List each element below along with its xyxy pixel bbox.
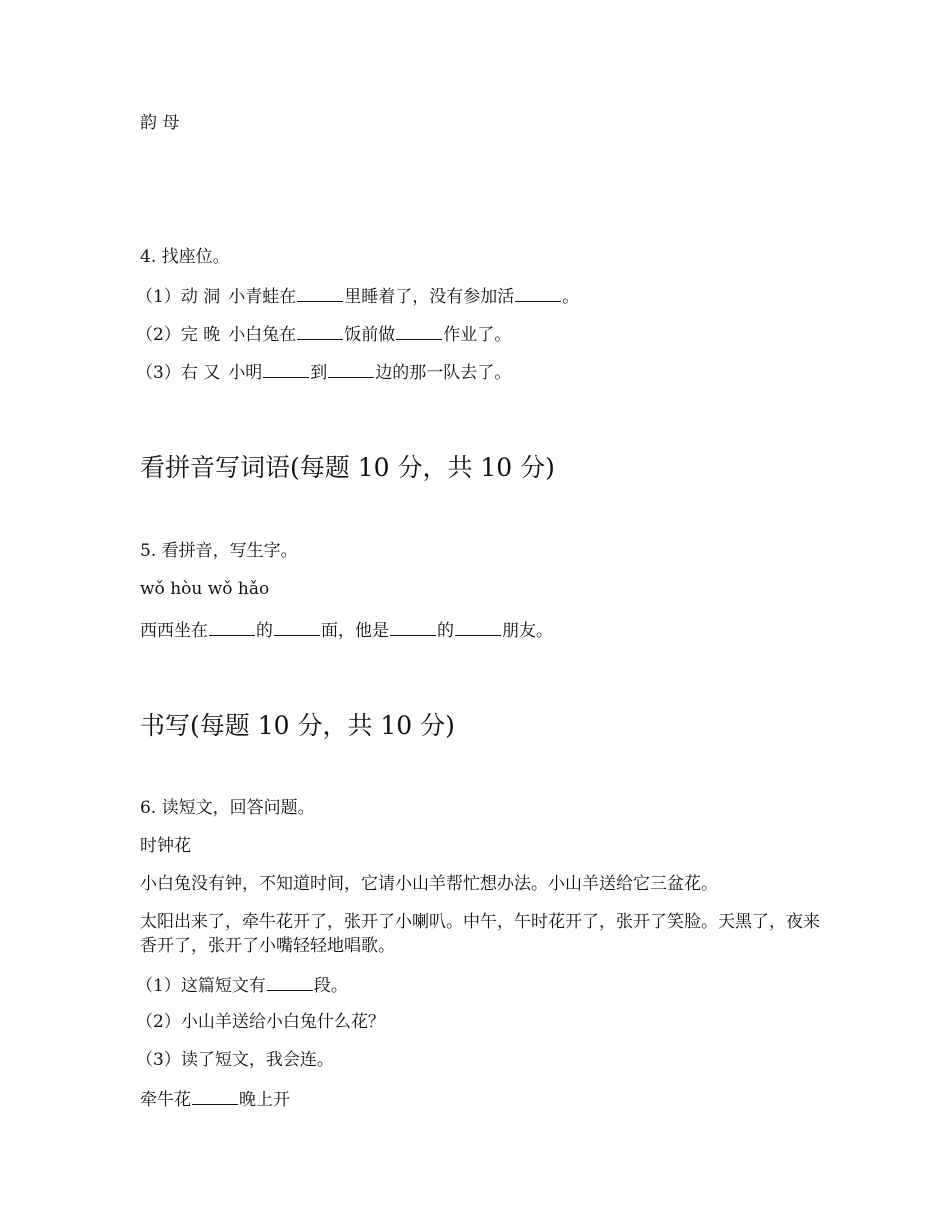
q4-item-3-chars: 右 又	[180, 363, 221, 383]
blank[interactable]	[297, 283, 343, 302]
yunmu-label: 韵 母	[140, 113, 180, 133]
q4-item-3	[136, 359, 512, 385]
blank[interactable]	[297, 321, 343, 340]
q6-sub-3	[136, 1048, 334, 1072]
passage-paragraph-2: 太阳出来了，牵牛花开了，张开了小喇叭。中午，午时花开了，张开了笑脸。天黑了，夜来香开了，张开了小嘴轻轻地唱歌。	[140, 912, 820, 956]
blank[interactable]	[515, 283, 561, 302]
q6-sub-2	[136, 1010, 385, 1034]
q4-item-1-pre: 小青蛙在	[228, 287, 297, 307]
q4-item-3-mid: 到	[310, 363, 328, 383]
section-heading-writing: 书写(每题 10 分，共 10 分)	[140, 711, 455, 740]
q4-item-3-post: 边的那一队去了。	[375, 363, 512, 383]
q4-item-1-number: （1）	[136, 287, 181, 307]
blank[interactable]	[390, 617, 436, 636]
q6-sub-2-text: （2）小山羊送给小白兔什么花？	[136, 1012, 385, 1032]
blank[interactable]	[328, 359, 374, 378]
q5-part-4: 的	[437, 621, 454, 641]
q4-item-2-mid: 饭前做	[344, 325, 396, 345]
match-right: 晚上开	[239, 1090, 290, 1110]
q4-item-2-pre: 小白兔在	[228, 325, 297, 345]
q4-item-2	[136, 321, 512, 347]
match-row	[140, 1086, 290, 1112]
q5-sentence	[140, 617, 553, 643]
q6-sub-1-pre: （1）这篇短文有	[136, 976, 266, 996]
q6-sub-1	[136, 972, 348, 998]
q5-part-1: 西西坐在	[140, 621, 208, 641]
q5-title: 5. 看拼音，写生字。	[140, 541, 298, 561]
q4-item-2-chars: 完 晚	[180, 325, 221, 345]
q5-part-5: 朋友。	[502, 621, 553, 641]
q6-sub-3-text: （3）读了短文，我会连。	[136, 1050, 334, 1070]
q4-item-3-pre: 小明	[228, 363, 263, 383]
q4-item-1	[136, 283, 580, 309]
blank[interactable]	[274, 617, 320, 636]
section-heading-pinyin: 看拼音写词语(每题 10 分，共 10 分)	[140, 453, 555, 482]
q5-pinyin: wǒ hòu wǒ hǎo	[140, 579, 270, 599]
q4-item-1-mid: 里睡着了，没有参加活	[344, 287, 515, 307]
q4-title: 4. 找座位。	[140, 247, 230, 267]
q4-item-1-chars: 动 洞	[180, 287, 221, 307]
blank[interactable]	[192, 1086, 238, 1105]
q5-part-3: 面，他是	[321, 621, 389, 641]
blank[interactable]	[396, 321, 442, 340]
blank[interactable]	[267, 972, 313, 991]
q4-item-2-number: （2）	[136, 325, 181, 345]
q4-item-3-number: （3）	[136, 363, 181, 383]
blank[interactable]	[455, 617, 501, 636]
blank[interactable]	[263, 359, 309, 378]
passage-title: 时钟花	[140, 836, 191, 856]
q5-part-2: 的	[256, 621, 273, 641]
q6-title: 6. 读短文，回答问题。	[140, 798, 315, 818]
match-left: 牵牛花	[140, 1090, 191, 1110]
passage-paragraph-1: 小白兔没有钟，不知道时间，它请小山羊帮忙想办法。小山羊送给它三盆花。	[140, 874, 718, 894]
q4-item-1-post: 。	[562, 287, 580, 307]
blank[interactable]	[209, 617, 255, 636]
q6-sub-1-post: 段。	[313, 976, 348, 996]
q4-item-2-post: 作业了。	[443, 325, 512, 345]
